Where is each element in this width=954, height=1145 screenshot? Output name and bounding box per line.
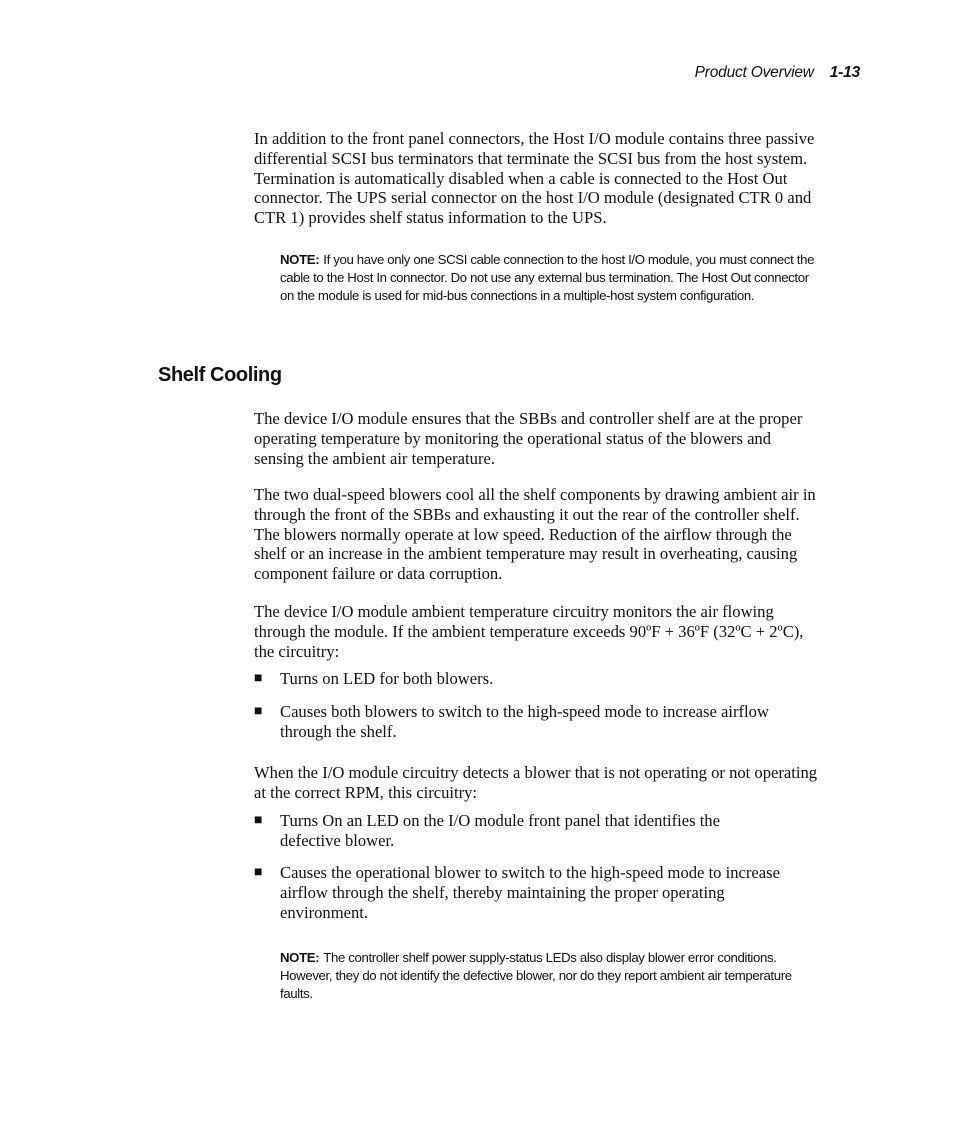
bullet-square-icon: ■ (254, 704, 263, 719)
note-text: The controller shelf power supply-status LEDs also display blower error conditions. However, they do not identify the defective blower, nor do they report ambient air temperature faults. (280, 950, 792, 1002)
header-page-number: 1-13 (829, 64, 860, 81)
cooling-paragraph-2: The two dual-speed blowers cool all the shelf components by drawing ambient air in through the front of the SBBs and exhausting it out the rear of the controller shelf. The blowers normally operate at low speed. Reduction of the airflow through the shelf or an increase in the ambient temperature may result in overheating, causing component failure or data corruption. (254, 485, 816, 584)
intro-paragraph: In addition to the front panel connectors, the Host I/O module contains three passive differential SCSI bus terminators that terminate the SCSI bus from the host system. Termination is automatically disabled when a cable is connected to the Host Out connector. The UPS serial connector on the host I/O module (designated CTR 0 and CTR 1) provides shelf status information to the UPS. (254, 129, 815, 228)
note-text: If you have only one SCSI cable connection to the host I/O module, you must connect the cable to the Host In connector. Do not use any external bus termination. The Host Out connector on the module is used for mid-bus connections in a multiple-host system configuration. (280, 252, 815, 304)
cooling-paragraph-4: When the I/O module circuitry detects a blower that is not operating or not operating at the correct RPM, this circuitry: (254, 763, 818, 802)
section-heading-shelf-cooling: Shelf Cooling (158, 364, 282, 386)
intro-note (280, 251, 815, 305)
running-header (695, 64, 860, 82)
cooling-paragraph-1: The device I/O module ensures that the SBBs and controller shelf are at the proper operating temperature by monitoring the operational status of the blowers and sensing the ambient air temperature. (254, 409, 803, 468)
cooling-paragraph-3: The device I/O module ambient temperature circuitry monitors the air flowing through the module. If the ambient temperature exceeds 90ºF + 36ºF (32ºC + 2ºC), the circuitry: (254, 602, 804, 661)
bullet-square-icon: ■ (254, 671, 263, 686)
bullet-text: Causes the operational blower to switch to the high-speed mode to increase airflow through the shelf, thereby maintaining the proper operating environment. (280, 863, 780, 922)
bullet-text: Turns On an LED on the I/O module front panel that identifies the defective blower. (280, 811, 720, 850)
header-section-title: Product Overview (694, 64, 814, 81)
bullet-square-icon: ■ (254, 865, 263, 880)
bullet-text: Turns on LED for both blowers. (280, 669, 494, 688)
cooling-note (280, 949, 815, 1003)
note-label: NOTE: (280, 252, 320, 267)
bullet-text: Causes both blowers to switch to the high-speed mode to increase airflow through the shelf. (280, 702, 769, 741)
note-label: NOTE: (280, 950, 320, 965)
bullet-square-icon: ■ (254, 813, 263, 828)
